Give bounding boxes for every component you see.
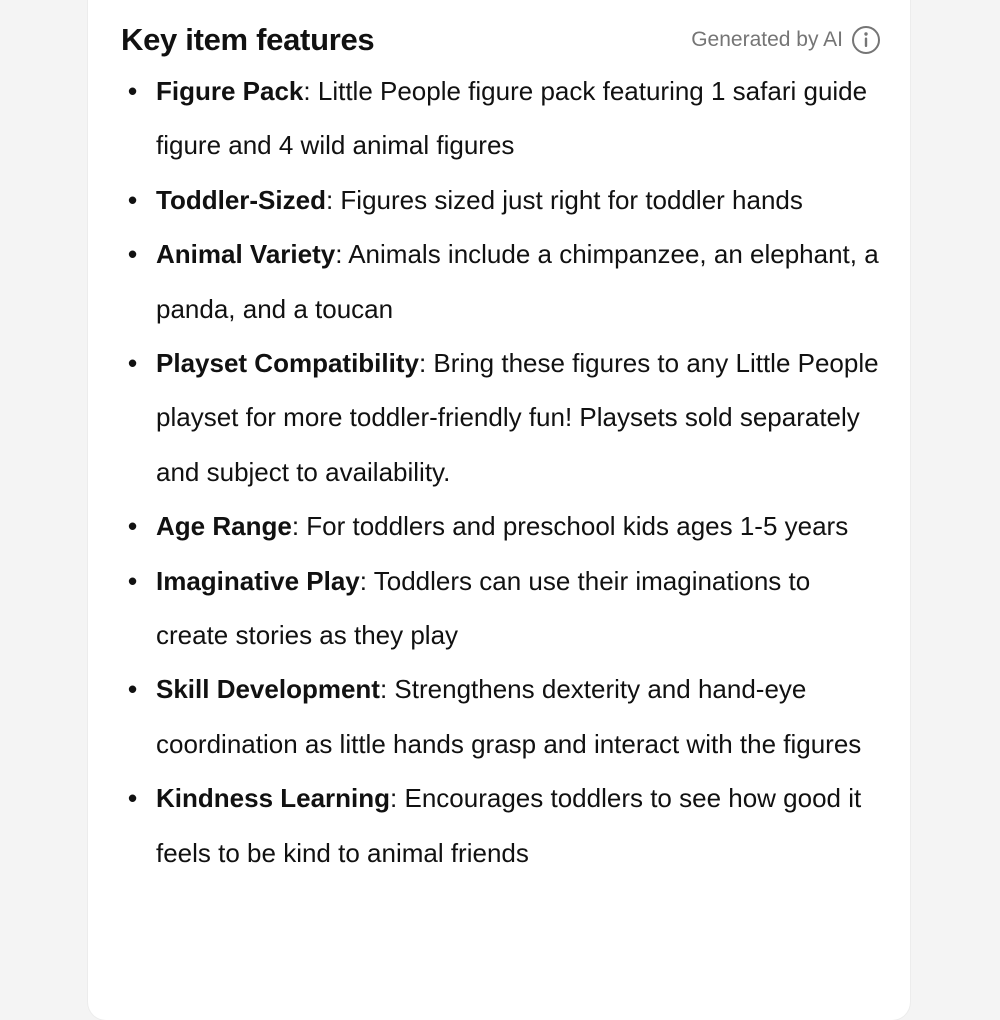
bullet-dot: •: [128, 511, 138, 542]
feature-item: • Toddler-Sized: Figures sized just right for toddler hands: [128, 173, 888, 227]
feature-title: Toddler-Sized: [156, 184, 326, 215]
feature-description: Bring these figures to any Little People playset for more toddler-friendly fun! Playsets sold separately and subject to availability.: [156, 348, 879, 487]
feature-item: • Figure Pack: Little People figure pack featuring 1 safari guide figure and 4 wild animal figures: [128, 64, 888, 173]
info-circle-icon[interactable]: [851, 25, 881, 55]
feature-description: Little People figure pack featuring 1 safari guide figure and 4 wild animal figures: [156, 76, 868, 161]
bullet-dot: •: [128, 239, 138, 270]
bullet-dot: •: [128, 565, 138, 596]
feature-title: Kindness Learning: [156, 783, 391, 814]
section-title: Key item features: [121, 22, 375, 57]
feature-item: • Age Range: For toddlers and preschool kids ages 1-5 years: [128, 499, 888, 553]
feature-title: Imaginative Play: [156, 565, 360, 596]
bullet-dot: •: [128, 76, 138, 106]
card-header: [121, 20, 881, 60]
feature-title: Age Range: [156, 511, 292, 542]
feature-description: For toddlers and preschool kids ages 1-5 years: [306, 511, 849, 542]
feature-description: Animals include a chimpanzee, an elephant, a panda, and a toucan: [156, 239, 879, 324]
feature-title: Figure Pack: [156, 76, 304, 106]
feature-description: Toddlers can use their imaginations to create stories as they play: [156, 565, 811, 651]
feature-item: • Animal Variety: Animals include a chimpanzee, an elephant, a panda, and a toucan: [128, 227, 888, 336]
feature-item: • Kindness Learning: Encourages toddlers to see how good it feels to be kind to animal friends: [128, 771, 888, 880]
feature-title: Playset Compatibility: [156, 348, 419, 379]
bullet-dot: •: [128, 783, 138, 814]
feature-title: Animal Variety: [156, 239, 336, 270]
bullet-dot: •: [128, 674, 138, 705]
feature-title: Skill Development: [156, 674, 380, 705]
feature-item: • Imaginative Play: Toddlers can use their imaginations to create stories as they play: [128, 554, 888, 663]
bullet-dot: •: [128, 348, 138, 379]
bullet-dot: •: [128, 184, 138, 215]
generated-by-ai-label: Generated by AI: [691, 28, 843, 51]
feature-description: Strengthens dexterity and hand-eye coordination as little hands grasp and interact with the figures: [156, 674, 862, 759]
feature-item: • Playset Compatibility: Bring these figures to any Little People playset for more toddler-friendly fun! Playsets sold separately and subject to availability.: [128, 336, 888, 499]
feature-description: Encourages toddlers to see how good it feels to be kind to animal friends: [156, 783, 862, 868]
feature-description: Figures sized just right for toddler hands: [340, 184, 803, 215]
feature-item: • Skill Development: Strengthens dexterity and hand-eye coordination as little hands grasp and interact with the figures: [128, 662, 888, 771]
generated-by-ai-badge[interactable]: [691, 24, 881, 56]
feature-list: [128, 64, 888, 880]
